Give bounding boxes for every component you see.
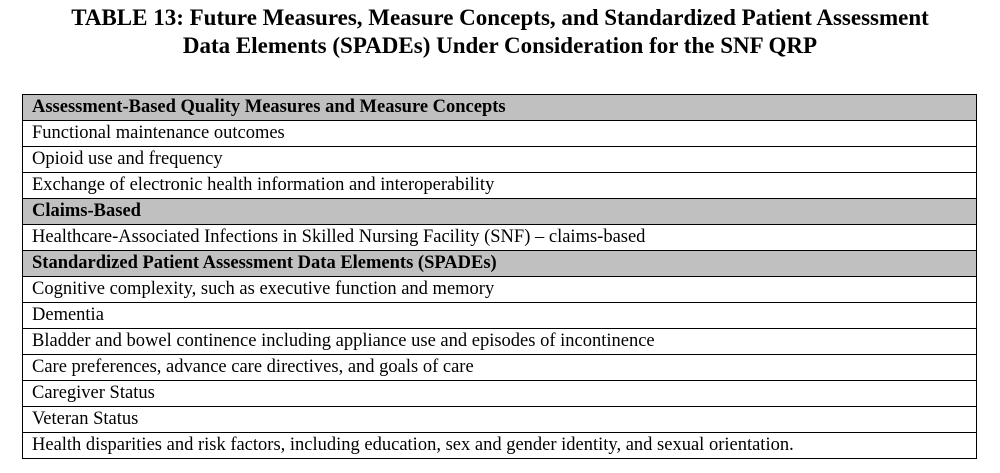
- section-header-claims-based: Claims-Based: [23, 199, 977, 225]
- table-row: [23, 225, 977, 251]
- section-header-spades: Standardized Patient Assessment Data Elements (SPADEs): [23, 251, 977, 277]
- table-cell: Health disparities and risk factors, including education, sex and gender identity, and sexual orientation.: [23, 433, 977, 459]
- section-header-row: [23, 95, 977, 121]
- table-row: [23, 381, 977, 407]
- table-cell: Care preferences, advance care directives, and goals of care: [23, 355, 977, 381]
- table-row: [23, 147, 977, 173]
- section-header-assessment-based: Assessment-Based Quality Measures and Measure Concepts: [23, 95, 977, 121]
- table-cell: Veteran Status: [23, 407, 977, 433]
- table-cell: Functional maintenance outcomes: [23, 121, 977, 147]
- measures-table: [22, 94, 977, 459]
- table-title-line-2: Data Elements (SPADEs) Under Consideration for the SNF QRP: [182, 33, 818, 58]
- table-row: [23, 121, 977, 147]
- table-row: [23, 433, 977, 459]
- table-row: [23, 277, 977, 303]
- table-cell: Bladder and bowel continence including appliance use and episodes of incontinence: [23, 329, 977, 355]
- table-row: [23, 329, 977, 355]
- table-row: [23, 173, 977, 199]
- table-title: [0, 4, 1000, 60]
- table-cell: Dementia: [23, 303, 977, 329]
- table-row: [23, 407, 977, 433]
- table-row: [23, 355, 977, 381]
- table-cell: Healthcare-Associated Infections in Skilled Nursing Facility (SNF) – claims-based: [23, 225, 977, 251]
- table-cell: Opioid use and frequency: [23, 147, 977, 173]
- table-row: [23, 303, 977, 329]
- table-cell: Exchange of electronic health information and interoperability: [23, 173, 977, 199]
- section-header-row: [23, 199, 977, 225]
- table-title-line-1: TABLE 13: Future Measures, Measure Concepts, and Standardized Patient Assessment: [71, 5, 929, 30]
- section-header-row: [23, 251, 977, 277]
- table-cell: Caregiver Status: [23, 381, 977, 407]
- table-cell: Cognitive complexity, such as executive function and memory: [23, 277, 977, 303]
